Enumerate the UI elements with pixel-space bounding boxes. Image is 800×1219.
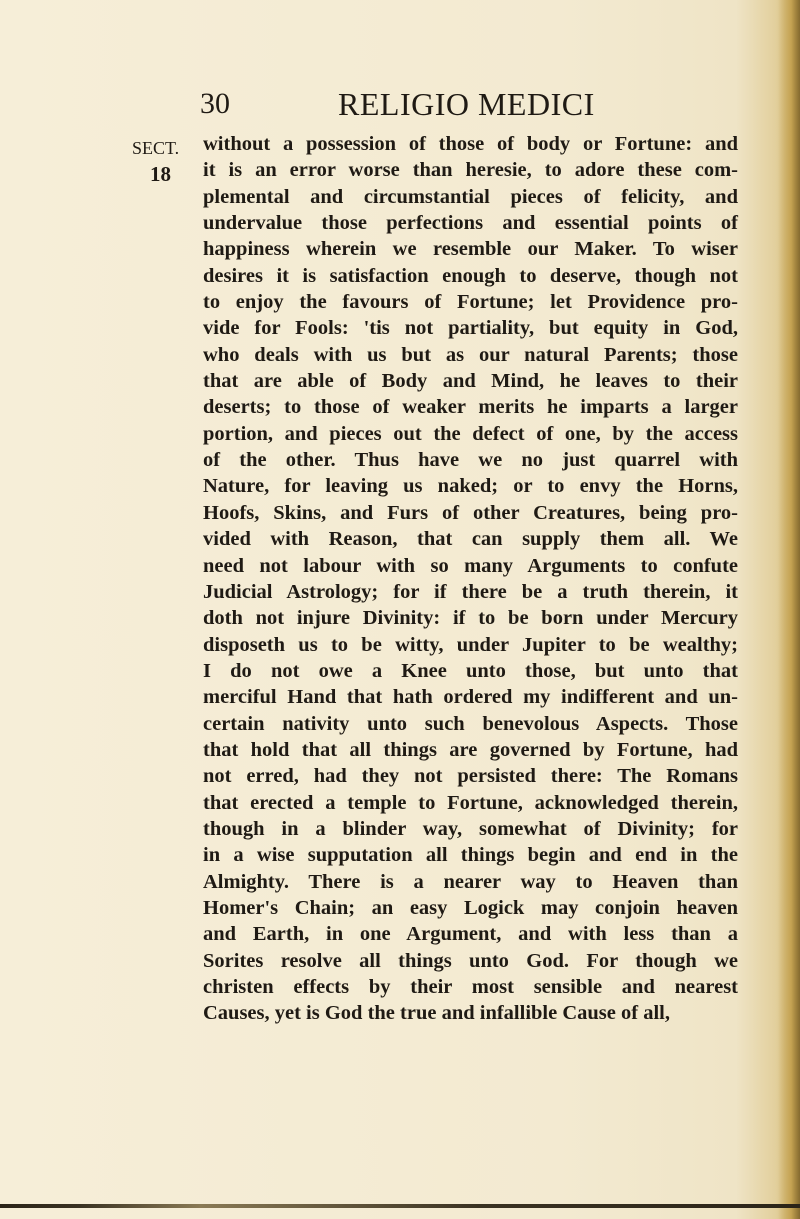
page-header — [0, 84, 800, 124]
text-line: without a possession of those of body or Fortune: and — [203, 133, 738, 155]
text-line: Hoofs, Skins, and Furs of other Creatures, being pro- — [203, 501, 738, 524]
text-line: undervalue those perfections and essential points of — [203, 212, 738, 235]
text-line: happiness wherein we resemble our Maker. To wiser — [203, 238, 738, 261]
page-number: 30 — [200, 87, 230, 120]
text-line: I do not owe a Knee unto those, but unto that — [203, 659, 738, 682]
text-line: vided with Reason, that can supply them all. We — [203, 528, 738, 551]
section-number: 18 — [150, 162, 171, 186]
text-line: not erred, had they not persisted there: The Romans — [203, 765, 738, 788]
text-line: plemental and circumstantial pieces of felicity, and — [203, 185, 738, 208]
text-line: disposeth us to be witty, under Jupiter to be wealthy; — [203, 633, 738, 656]
text-line: christen effects by their most sensible and nearest — [203, 976, 738, 998]
text-line: it is an error worse than heresie, to adore these com- — [203, 159, 738, 182]
text-line: Nature, for leaving us naked; or to envy the Horns, — [203, 475, 738, 498]
text-line: who deals with us but as our natural Parents; those — [203, 343, 738, 366]
text-line: that erected a temple to Fortune, acknowledged therein, — [203, 791, 738, 814]
text-line: desires it is satisfaction enough to deserve, though not — [203, 264, 738, 287]
text-line: Homer's Chain; an easy Logick may conjoin heaven — [203, 896, 738, 919]
text-line: though in a blinder way, somewhat of Divinity; for — [203, 817, 738, 840]
text-line: that hold that all things are governed by Fortune, had — [203, 738, 738, 761]
bottom-rule — [0, 1204, 800, 1208]
text-line: deserts; to those of weaker merits he imparts a larger — [203, 396, 738, 419]
text-line: that are able of Body and Mind, he leaves to their — [203, 370, 738, 393]
text-line: of the other. Thus have we no just quarrel with — [203, 449, 738, 472]
text-line: merciful Hand that hath ordered my indifferent and un- — [203, 686, 738, 709]
text-line: and Earth, in one Argument, and with less than a — [203, 923, 738, 946]
page-edge-shading — [778, 0, 800, 1219]
text-line: Sorites resolve all things unto God. For though we — [203, 949, 738, 972]
text-line: to enjoy the favours of Fortune; let Providence pro- — [203, 291, 738, 314]
text-line: in a wise supputation all things begin and end in the — [203, 844, 738, 867]
text-line: vide for Fools: 'tis not partiality, but equity in God, — [203, 317, 738, 340]
text-line: Almighty. There is a nearer way to Heaven than — [203, 870, 738, 893]
running-title: RELIGIO MEDICI — [338, 86, 595, 122]
section-label: SECT. — [132, 138, 180, 158]
text-line: doth not injure Divinity: if to be born under Mercury — [203, 607, 738, 630]
text-line: certain nativity unto such benevolous Aspects. Those — [203, 712, 738, 735]
body-text — [203, 131, 738, 1027]
text-line: need not labour with so many Arguments to confute — [203, 554, 738, 577]
text-line: portion, and pieces out the defect of one, by the access — [203, 422, 738, 445]
text-line: Judicial Astrology; for if there be a truth therein, it — [203, 580, 738, 603]
text-line: Causes, yet is God the true and infallible Cause of all, — [203, 1002, 670, 1025]
